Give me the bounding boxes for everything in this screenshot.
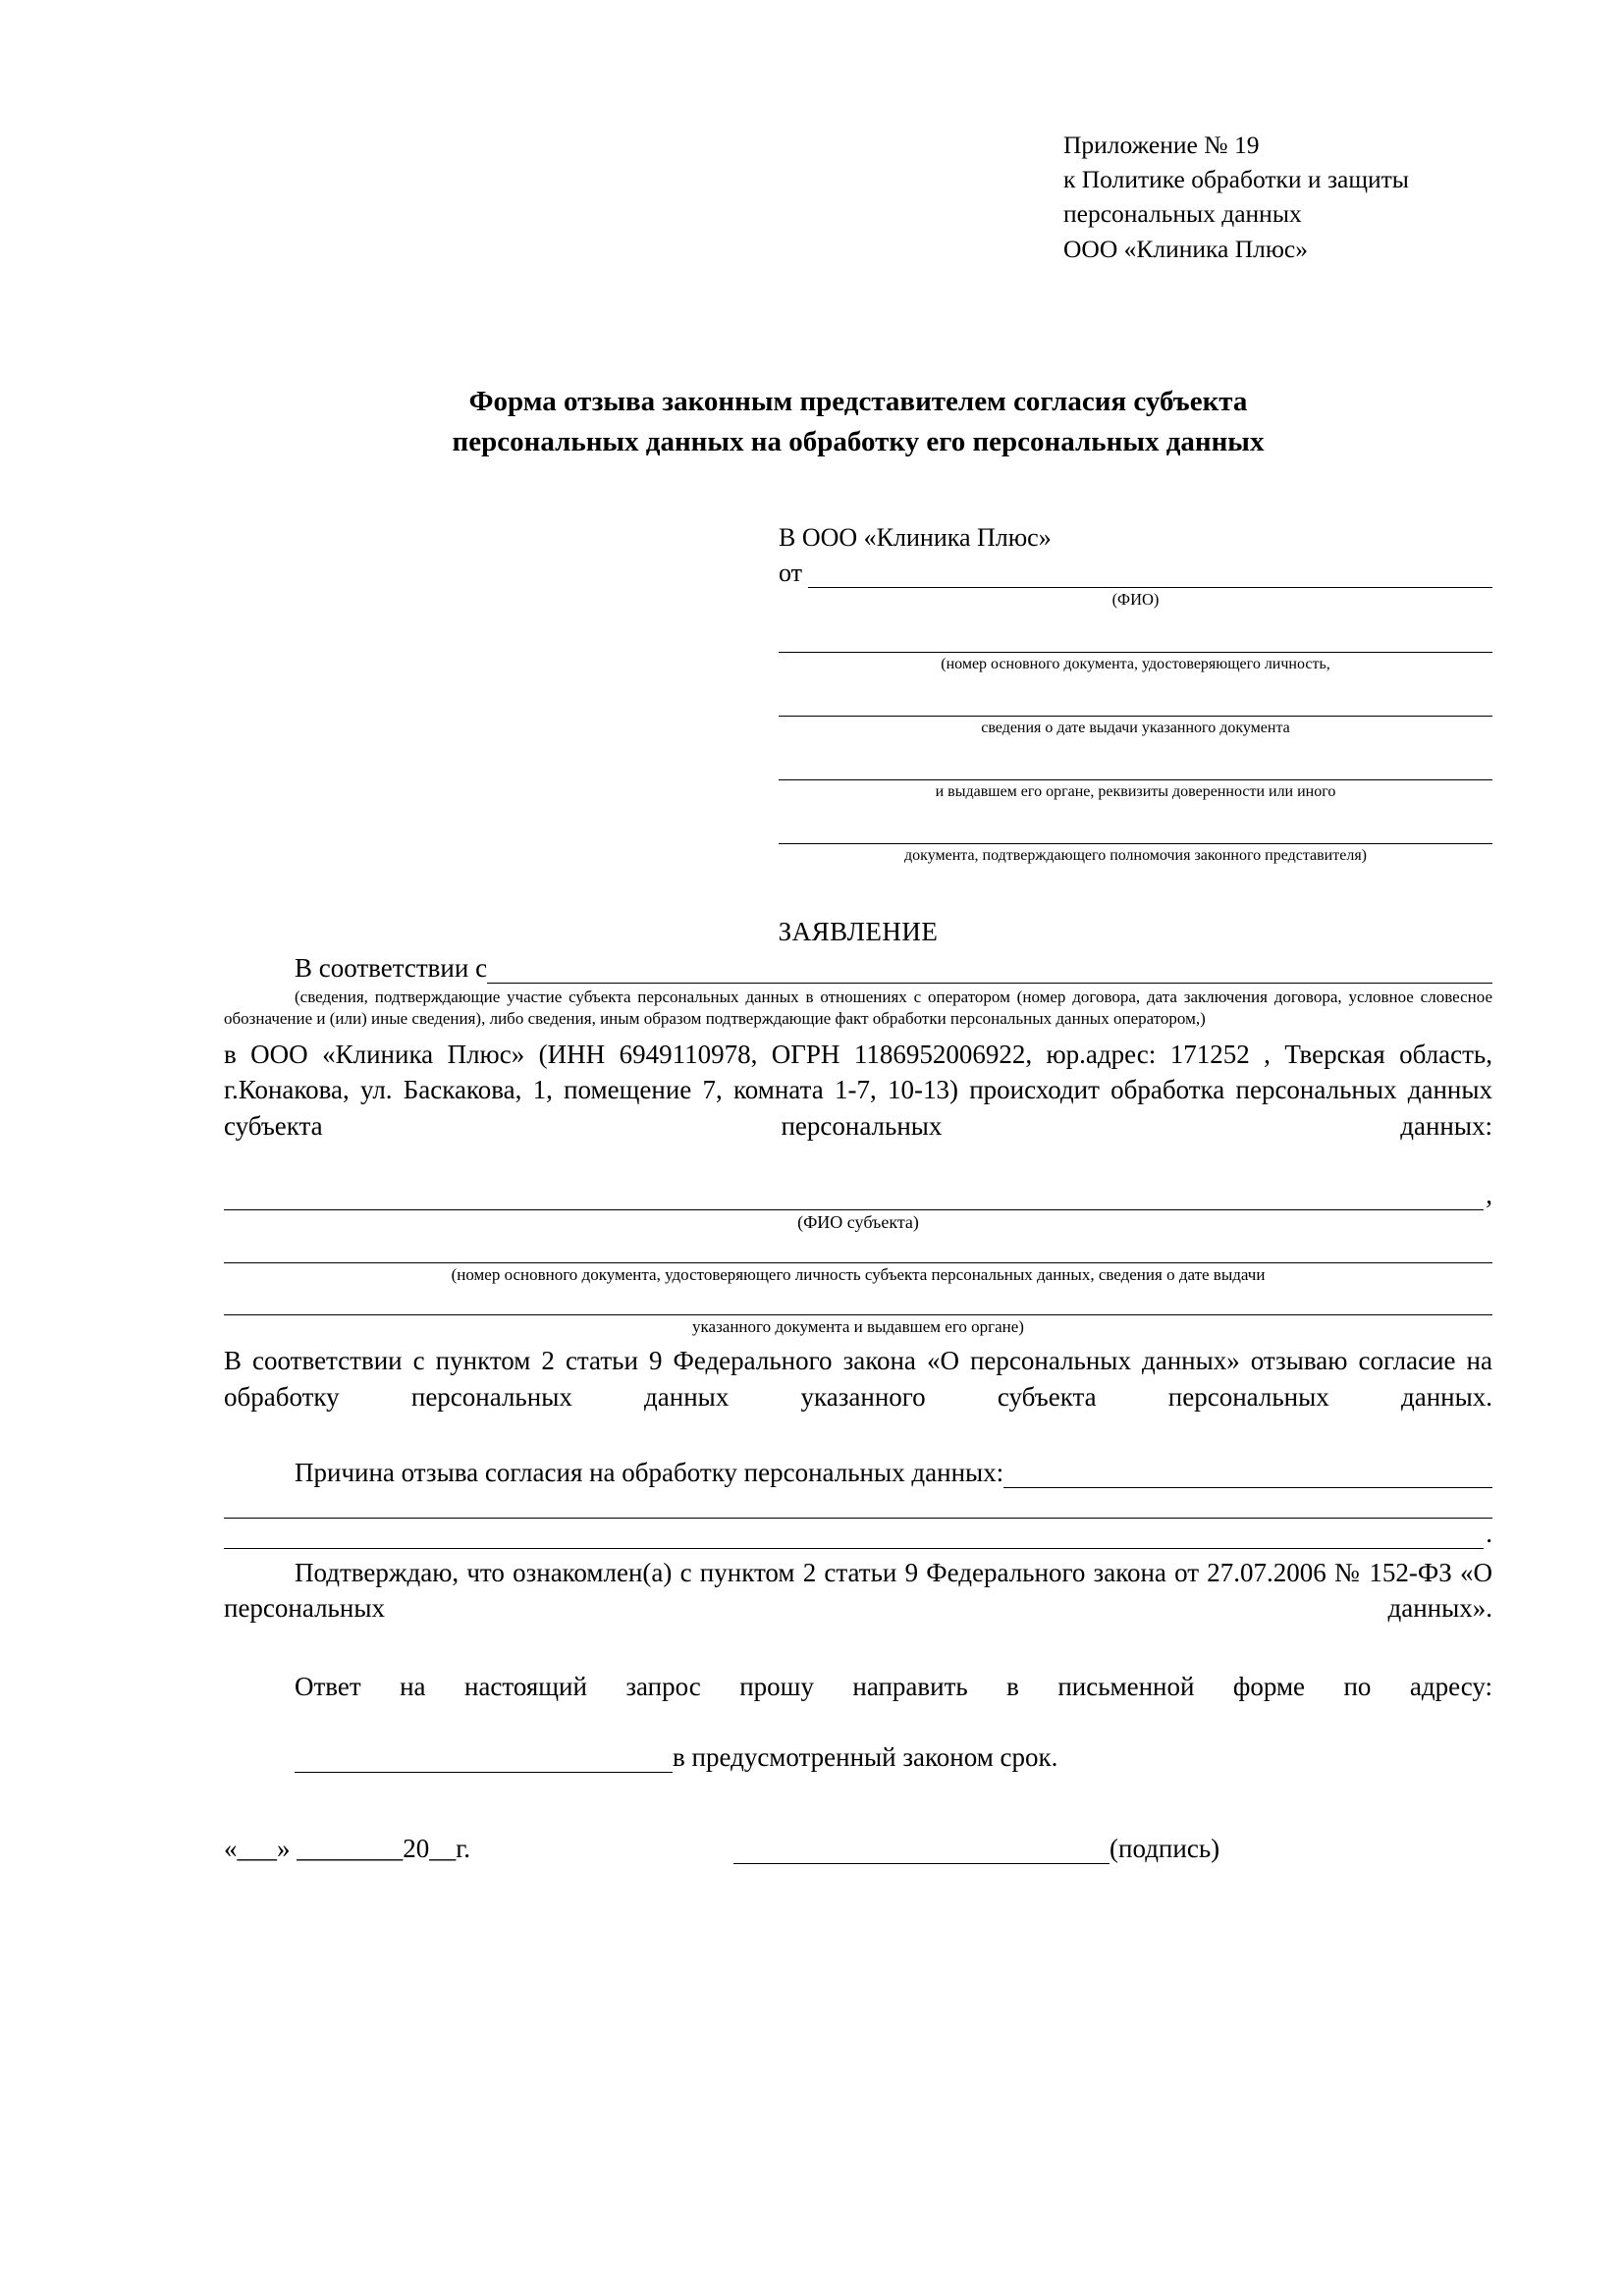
reason-field-row [224, 1458, 1492, 1488]
caption-doc-org: и выдавшем его органе, реквизиты доверенности или иного [935, 782, 1336, 800]
addressee-block [779, 523, 1492, 866]
subject-doc-input-line-2[interactable] [224, 1285, 1492, 1315]
basis-input-line[interactable] [487, 963, 1492, 984]
basis-note-line3: обработки персональных данных оператором,) [872, 1009, 1206, 1029]
page-title-line2: персональных данных на обработку его персональных данных [452, 425, 1265, 457]
basis-field-row [224, 953, 1492, 984]
basis-note-line2: заключения договора, условное словесное обозначение и (или) иные сведения), либо сведения, иным образом подтверждающие факт [224, 987, 1492, 1029]
appendix-number: Приложение № 19 [1063, 131, 1260, 159]
appendix-policy-line1: к Политике обработки и защиты [1063, 165, 1409, 194]
subject-fio-comma: , [1486, 1180, 1492, 1210]
doc-org-input-line[interactable] [779, 748, 1492, 780]
reason-input-line-1[interactable] [1003, 1468, 1492, 1488]
signature-label: (подпись) [1110, 1834, 1220, 1864]
doc-authority-field [779, 812, 1492, 866]
doc-authority-input-line[interactable] [779, 812, 1492, 844]
reason-period: . [1486, 1518, 1492, 1548]
answer-address-tail: в предусмотренный законом срок. [673, 1742, 1058, 1773]
doc-number-field [779, 620, 1492, 674]
organization-paragraph: в ООО «Клиника Плюс» (ИНН 6949110978, ОГРН 1186952006922, юр.адрес: 171252 , Тверская область, г.Конакова, ул. Баскакова, 1, помещение 7, комната 1-7, 10-13) происходит обработка персональных данных субъекта персональных данных: [224, 1039, 1492, 1142]
from-fio-input-line[interactable] [808, 567, 1492, 588]
caption-subject-fio: (ФИО субъекта) [797, 1212, 919, 1233]
revoke-paragraph: В соответствии с пунктом 2 статьи 9 Федерального закона «О персональных данных» отзываю согласие на обработку персональных данных указанного субъекта персональных данных. [224, 1346, 1492, 1413]
confirm-paragraph: Подтверждаю, что ознакомлен(а) с пунктом 2 статьи 9 Федерального закона от 27.07.2006 № 152-ФЗ «О персональных данных». [224, 1557, 1492, 1624]
basis-note-line1: (сведения, подтверждающие участие субъекта персональных данных в отношениях с оператором (номер договора, дата [295, 987, 1177, 1006]
from-label: от [779, 559, 803, 588]
caption-doc-authority: документа, подтверждающего полномочия законного представителя) [904, 846, 1367, 864]
subject-doc-input-line-1[interactable] [224, 1233, 1492, 1263]
caption-subject-doc-1: (номер основного документа, удостоверяющего личность субъекта персональных данных, сведения о дате выдачи [451, 1265, 1266, 1285]
caption-doc-number: (номер основного документа, удостоверяющего личность, [941, 655, 1330, 672]
addressee-organization: В ООО «Клиника Плюс» [779, 523, 1052, 553]
appendix-header [1063, 128, 1492, 266]
basis-note [224, 987, 1492, 1031]
page-title-line1: Форма отзыва законным представителем согласия субъекта [468, 385, 1248, 417]
page-title [224, 382, 1492, 462]
doc-date-field [779, 684, 1492, 738]
date-field[interactable]: «___» ________20__г. [224, 1834, 471, 1864]
doc-number-input-line[interactable] [779, 620, 1492, 653]
answer-address-row [224, 1742, 1492, 1773]
document-content [224, 128, 1492, 1864]
caption-subject-doc-2: указанного документа и выдавшем его органе) [692, 1317, 1024, 1337]
doc-org-field [779, 748, 1492, 802]
statement-heading: ЗАЯВЛЕНИЕ [778, 916, 939, 946]
reason-field-last [224, 1519, 1492, 1549]
caption-fio: (ФИО) [1111, 590, 1160, 610]
subject-fio-field [224, 1180, 1492, 1210]
appendix-company: ООО «Клиника Плюс» [1063, 234, 1308, 263]
doc-date-input-line[interactable] [779, 684, 1492, 717]
reason-input-line-3[interactable] [224, 1519, 1484, 1549]
reason-lead-text: Причина отзыва согласия на обработку персональных данных: [295, 1457, 1004, 1487]
appendix-policy-line2: персональных данных [1063, 199, 1302, 229]
caption-doc-date: сведения о дате выдачи указанного документа [981, 719, 1290, 736]
reason-input-line-2[interactable] [224, 1488, 1492, 1519]
answer-paragraph: Ответ на настоящий запрос прошу направить в письменной форме по адресу: [295, 1671, 1492, 1701]
signature-input-line[interactable] [733, 1842, 1110, 1864]
basis-lead-text: В соответствии с [295, 952, 488, 983]
from-field-row [779, 559, 1492, 588]
subject-fio-input-line[interactable] [224, 1180, 1484, 1210]
signature-row [224, 1834, 1492, 1864]
answer-address-input-line[interactable] [295, 1748, 673, 1773]
